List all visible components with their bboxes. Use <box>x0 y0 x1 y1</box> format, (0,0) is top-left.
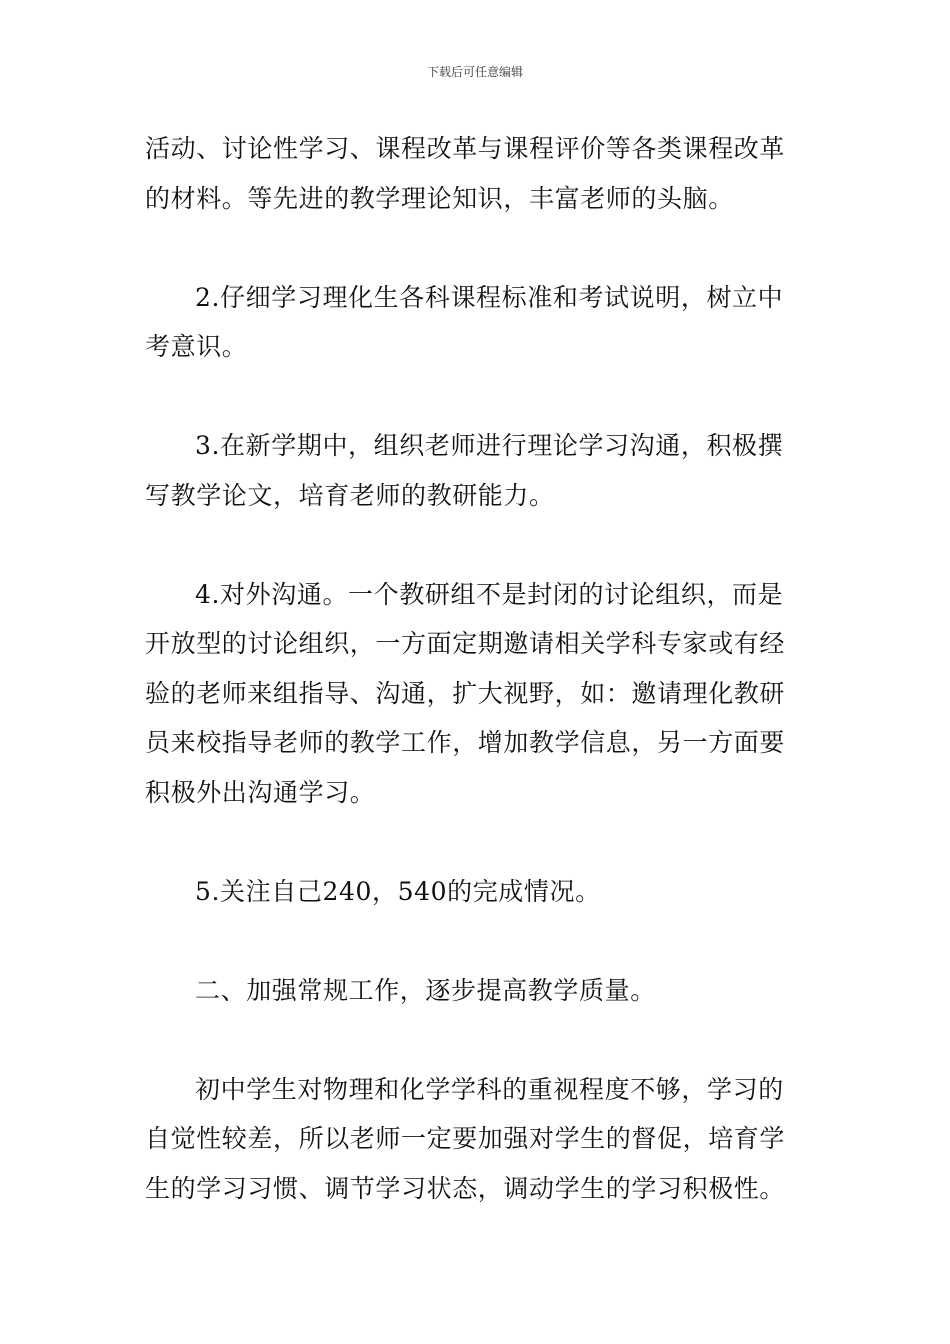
paragraph-item-4 <box>145 570 810 818</box>
text-line: 3.在新学期中，组织老师进行理论学习沟通，积极撰 <box>195 431 784 460</box>
text-line: 的材料。等先进的教学理论知识，丰富老师的头脑。 <box>145 183 734 213</box>
text-line: 生的学习习惯、调节学习状态，调动学生的学习积极性。 <box>145 1173 786 1203</box>
paragraph-item-3 <box>145 421 810 520</box>
text-line: 验的老师来组指导、沟通，扩大视野，如：邀请理化教研 <box>145 678 786 708</box>
page-header: 下载后可任意编辑 <box>426 65 523 79</box>
text-line: 自觉性较差，所以老师一定要加强对学生的督促，培育学 <box>145 1124 786 1153</box>
text-line: 开放型的讨论组织，一方面定期邀请相关学科专家或有经 <box>145 629 786 658</box>
text-line: 4.对外沟通。一个教研组不是封闭的讨论组织，而是 <box>195 579 784 609</box>
paragraph-gap <box>145 223 810 273</box>
text-line: 2.仔细学习理化生各科课程标准和考试说明，树立中 <box>195 282 784 312</box>
text-line: 二、加强常规工作，逐步提高教学质量。 <box>195 975 656 1005</box>
paragraph-section-2-body <box>145 1065 810 1214</box>
text-line: 写教学论文，培育老师的教研能力。 <box>145 480 555 510</box>
text-line: 积极外出沟通学习。 <box>145 777 376 807</box>
text-line: 考意识。 <box>145 332 248 361</box>
document-body <box>145 124 810 1213</box>
text-line: 初中学生对物理和化学学科的重视程度不够，学习的 <box>195 1074 784 1104</box>
text-line: 活动、讨论性学习、课程改革与课程评价等各类课程改革 <box>145 134 786 163</box>
paragraph-gap <box>145 916 810 966</box>
paragraph-gap <box>145 1015 810 1065</box>
text-line: 员来校指导老师的教学工作，增加教学信息，另一方面要 <box>145 728 786 757</box>
section-heading-2 <box>145 966 810 1016</box>
paragraph-item-2 <box>145 273 810 372</box>
paragraph-1-continued <box>145 124 810 223</box>
paragraph-item-5 <box>145 867 810 917</box>
paragraph-gap <box>145 372 810 422</box>
paragraph-gap <box>145 520 810 570</box>
paragraph-gap <box>145 817 810 867</box>
text-line: 5.关注自己240，540的完成情况。 <box>195 876 601 906</box>
